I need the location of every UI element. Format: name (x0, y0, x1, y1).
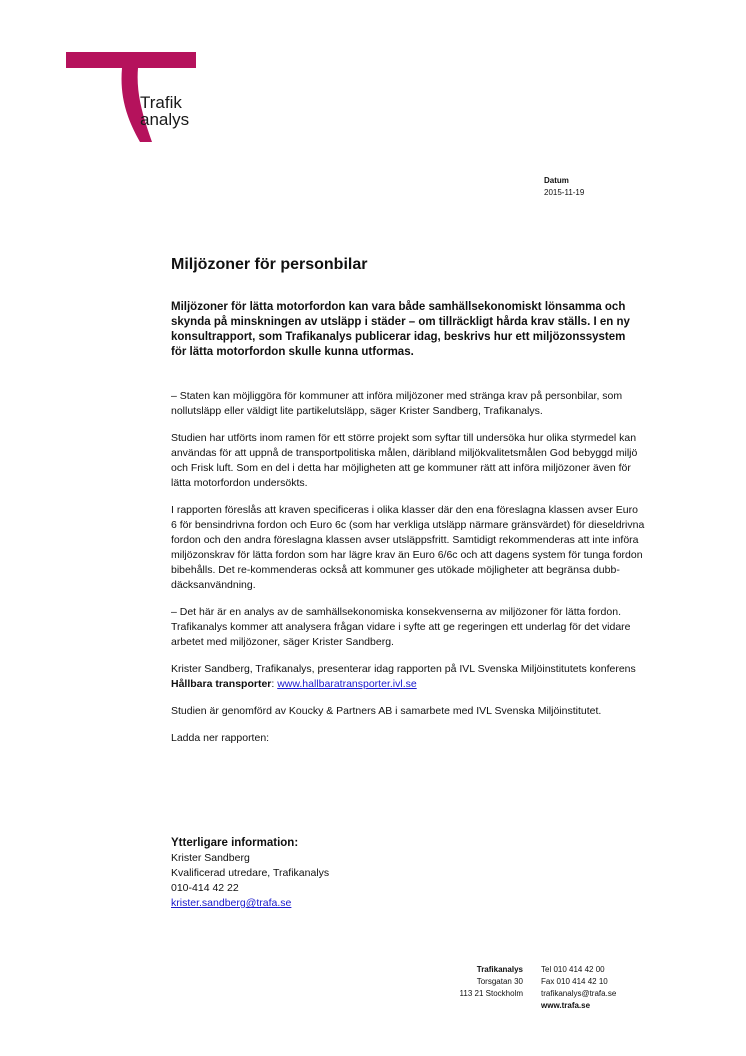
body-text (171, 389, 646, 758)
paragraph-conference (171, 662, 646, 692)
footer-web: www.trafa.se (541, 1001, 591, 1010)
logo-line-2: analys (140, 110, 190, 129)
logo-wordmark (140, 94, 189, 128)
paragraph-study: Studien har utförts inom ramen för ett större projekt som syftar till undersöka hur olika styrmedel kan användas för att uppnå de transportpolitiska målen, däribland miljökvalitetsmålen God bebyggd miljö och Frisk luft. Som en del i detta har möjligheten att ge kommuner rätt att införa miljözoner även för lätta motorfordon undersökts. (171, 432, 638, 489)
date-label: Datum (544, 176, 569, 185)
page-title: Miljözoner för personbilar (171, 256, 368, 273)
contact-email-link[interactable]: krister.sandberg@trafa.se (171, 897, 292, 909)
paragraph-proposal: I rapporten föreslås att kraven specificeras i olika klasser där den ena föreslagna klassen avser Euro 6 för bensindrivna fordon och Euro 6c (som har verkliga utsläpp närmare gränsvärdet) för dieseldrivna fordon och den andra föreslagna klassen avser utsläppsfritt. Samtidigt rekommenderas att inte införa miljözonskrav för lätta fordon som har lägre krav än Euro 6/6c och att dagens system för tunga fordon bibehålls. Det re-kommenderas också att kommuner ges utökade möjligheter att begränsa dubb-däcksanvändning. (171, 504, 645, 591)
logo-line-1: Trafik (140, 93, 182, 112)
footer-fax: Fax 010 414 42 10 (541, 977, 608, 986)
paragraph-quote-1: – Staten kan möjliggöra för kommuner att införa miljözoner med stränga krav på personbilar, som nollutsläpp eller väldigt lite partikelutsläpp, säger Krister Sandberg, Trafikanalys. (171, 390, 623, 417)
conference-link[interactable]: www.hallbaratransporter.ivl.se (277, 678, 417, 690)
contact-block (171, 836, 329, 911)
footer-contact (541, 964, 616, 1012)
contact-role: Kvalificerad utredare, Trafikanalys (171, 867, 330, 879)
conference-text: Krister Sandberg, Trafikanalys, presenterar idag rapporten på IVL Svenska Miljöinstitutets konferens (171, 663, 636, 675)
footer-city: 113 21 Stockholm (459, 989, 523, 998)
footer-email: trafikanalys@trafa.se (541, 989, 617, 998)
download-label: Ladda ner rapporten: (171, 732, 270, 744)
contact-phone: 010-414 42 22 (171, 882, 239, 894)
date-block (544, 175, 584, 199)
date-value: 2015-11-19 (544, 188, 585, 197)
footer-street: Torsgatan 30 (476, 977, 523, 986)
contact-heading: Ytterligare information: (171, 837, 299, 849)
lead-paragraph: Miljözoner för lätta motorfordon kan vara både samhällsekonomiskt lönsamma och skynda på minskningen av utsläpp i städer – om tillräckligt hårda krav ställs. I en ny konsultrapport, som Trafikanalys publicerar idag, beskrivs hur ett miljözonssystem för lätta motorfordon skulle kunna utformas. (171, 301, 630, 358)
footer-address (440, 964, 523, 1000)
footer-org: Trafikanalys (476, 965, 523, 974)
contact-name: Krister Sandberg (171, 852, 250, 864)
paragraph-quote-2: – Det här är en analys av de samhällsekonomiska konsekvenserna av miljözoner för lätta fordon. Trafikanalys kommer att analysera frågan vidare i syfte att ge regeringen ett underlag för det vidare arbetet med miljözoner, säger Krister Sandberg. (171, 606, 631, 648)
conference-separator: : (271, 678, 278, 690)
paragraph-study-note: Studien är genomförd av Koucky & Partners AB i samarbete med IVL Svenska Miljöinstitutet. (171, 705, 602, 717)
footer-tel: Tel 010 414 42 00 (541, 965, 605, 974)
conference-name: Hållbara transporter (171, 678, 272, 690)
